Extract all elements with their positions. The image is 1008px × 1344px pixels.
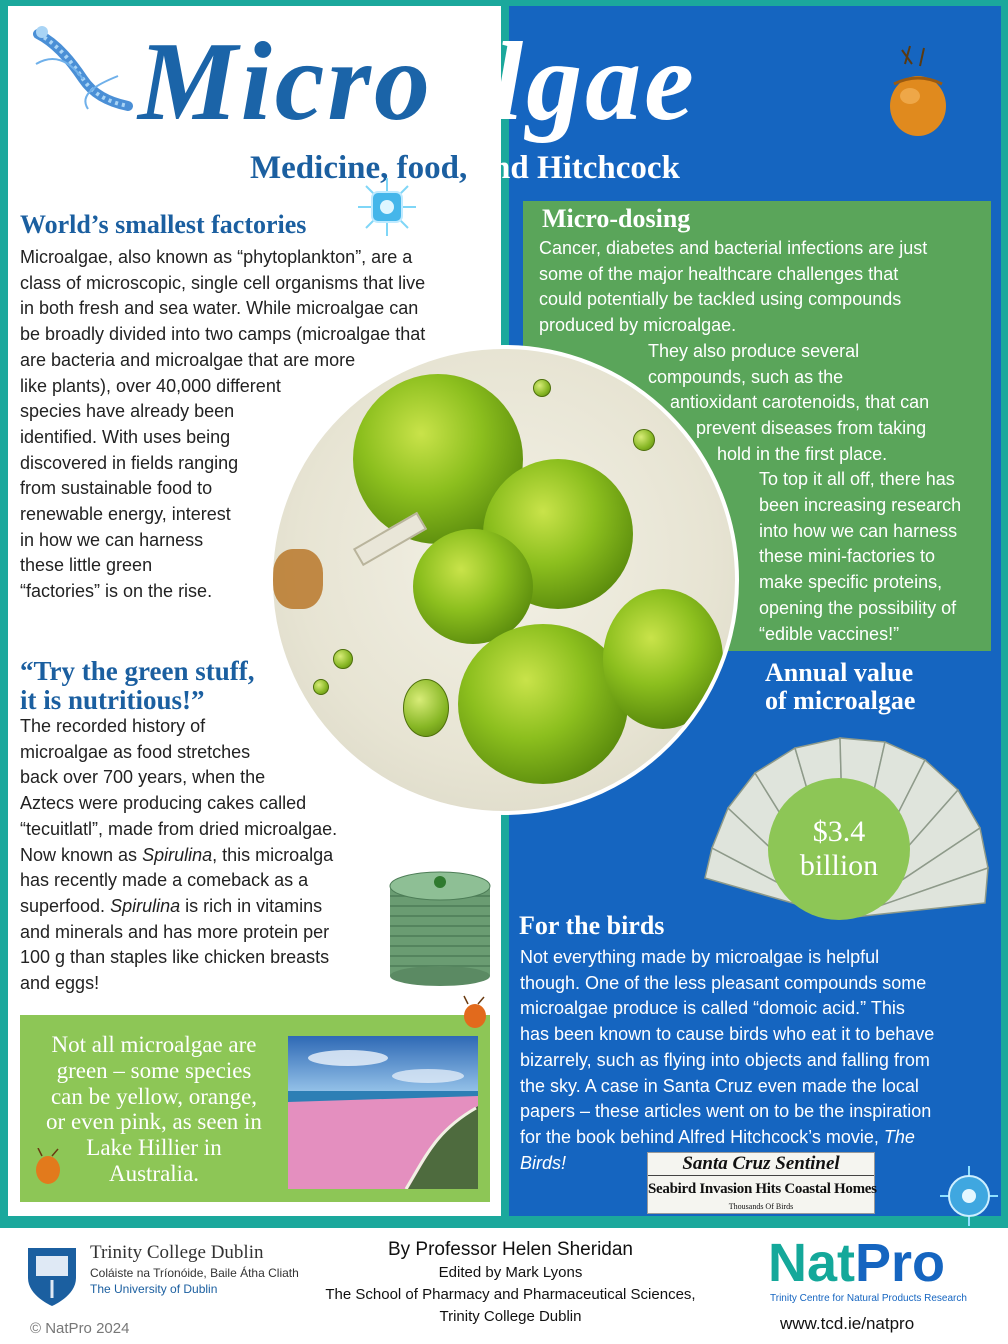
algae-colony — [458, 624, 628, 784]
text-line: prevent diseases from taking — [696, 417, 927, 438]
text-line: and minerals and has more protein per — [20, 921, 330, 942]
text-line: hold in the first place. — [717, 443, 888, 464]
movie-title: Birds! — [520, 1152, 567, 1173]
text-line: Australia. — [108, 1160, 200, 1186]
spirulina-term: Spirulina — [110, 895, 181, 916]
heading-line: of microalgae — [765, 686, 916, 715]
editor-text: Edited by Mark Lyons — [438, 1264, 583, 1281]
text-line: “tecuitlatl”, made from dried microalgae. — [20, 818, 338, 839]
newspaper-headline: Seabird Invasion Hits Coastal Homes — [648, 1181, 877, 1197]
text-line: in how we can harness — [20, 529, 204, 550]
value-badge — [768, 778, 910, 920]
text-line: back over 700 years, when the — [20, 767, 266, 788]
diatom-icon — [356, 176, 418, 238]
heading-birds: For the birds — [519, 911, 665, 940]
text-line: can be yellow, orange, — [50, 1083, 258, 1109]
text-line: produced by microalgae. — [539, 315, 737, 336]
text-line: these mini-factories to — [759, 546, 936, 567]
text-line: opening the possibility of — [759, 597, 957, 618]
value-unit: billion — [799, 849, 879, 882]
tcd-crest-icon — [24, 1244, 80, 1310]
text-line — [20, 843, 337, 869]
text-segment: , this microalga — [212, 844, 334, 865]
text-line: though. One of the less pleasant compounds some — [520, 972, 927, 993]
text-line: some of the major healthcare challenges that — [539, 263, 899, 284]
copyright-text: © NatPro 2024 — [30, 1320, 130, 1337]
algae-cell — [313, 679, 329, 695]
lake-hillier-image — [288, 1036, 478, 1189]
natpro-website-link[interactable]: www.tcd.ie/natpro — [780, 1314, 915, 1333]
heading-factories: World’s smallest factories — [20, 210, 307, 239]
value-amount: $3.4 — [812, 815, 866, 848]
natpro-logo-part: Nat — [768, 1233, 856, 1293]
debris-shape — [273, 549, 323, 609]
title-part-blue: Micro — [138, 20, 433, 144]
blue-cell-icon — [936, 1164, 1002, 1228]
text-line: microalgae produce is called “domoic acid.” This — [520, 998, 905, 1019]
text-line: compounds, such as the — [648, 366, 844, 387]
text-line: Aztecs were producing cakes called — [20, 793, 307, 814]
text-line: has recently made a comeback as a — [20, 870, 309, 891]
heading-line: Annual value — [765, 658, 914, 687]
text-line: or even pink, as seen in — [46, 1109, 262, 1135]
heading-annual-value — [765, 659, 915, 715]
text-line: bizarrely, such as flying into objects and falling from — [520, 1049, 930, 1070]
text-line: from sustainable food to — [20, 478, 213, 499]
newspaper-clipping — [647, 1152, 875, 1214]
natpro-tagline: Trinity Centre for Natural Products Research — [770, 1293, 967, 1304]
author-text: By Professor Helen Sheridan — [387, 1239, 633, 1260]
text-segment: is rich in vitamins — [180, 895, 323, 916]
spirulina-cakes-image — [384, 862, 496, 986]
plankton-icon — [28, 14, 138, 124]
text-line: “factories” is on the rise. — [20, 581, 213, 602]
text-line: Not everything made by microalgae is helpful — [520, 947, 880, 967]
spirulina-term: Spirulina — [142, 844, 213, 865]
algae-cell — [633, 429, 655, 451]
credits — [258, 1238, 763, 1328]
text-line: be broadly divided into two camps (microalgae that — [20, 324, 426, 345]
text-line: Cancer, diabetes and bacterial infections are just — [539, 238, 928, 258]
text-line: The recorded history of — [20, 716, 206, 736]
college-text: Trinity College Dublin — [439, 1308, 582, 1325]
algae-cell — [403, 679, 449, 737]
text-line: Not all microalgae are — [51, 1032, 257, 1057]
algae-cell — [333, 649, 353, 669]
text-line: 100 g than staples like chicken breasts — [20, 947, 330, 968]
text-line: renewable energy, interest — [20, 504, 231, 525]
school-text: The School of Pharmacy and Pharmaceutical Sciences, — [325, 1286, 696, 1303]
text-line: They also produce several — [648, 340, 860, 361]
text-line: species have already been — [20, 401, 235, 422]
text-line — [520, 1125, 934, 1151]
text-line: been increasing research — [759, 495, 962, 516]
heading-nutritious — [20, 657, 254, 715]
natpro-logo-part: Pro — [855, 1233, 946, 1293]
dinoflagellate-icon — [880, 44, 960, 144]
text-line: could potentially be tackled using compounds — [539, 289, 902, 310]
tcd-university: The University of Dublin — [90, 1282, 218, 1296]
text-line: Lake Hillier in — [86, 1135, 222, 1161]
text-segment: superfood. — [20, 895, 111, 916]
newspaper-name: Santa Cruz Sentinel — [648, 1153, 874, 1176]
text-line: make specific proteins, — [759, 572, 943, 593]
tcd-irish-name: Coláiste na Tríonóide, Baile Átha Cliath — [90, 1266, 299, 1280]
natpro-logo — [768, 1232, 945, 1294]
text-line: and eggs! — [20, 973, 100, 994]
text-line: discovered in fields ranging — [20, 452, 239, 473]
microscope-image — [269, 345, 739, 815]
text-line: are bacteria and microalgae that are more — [20, 349, 356, 370]
text-line: class of microscopic, single cell organisms that live — [20, 272, 426, 293]
orange-cell-icon — [30, 1148, 66, 1188]
poster-subtitle — [250, 150, 680, 187]
heading-line: it is nutritious!” — [20, 685, 205, 715]
text-line: To top it all off, there has — [759, 469, 955, 490]
newspaper-subhead: Thousands Of Birds — [728, 1202, 794, 1211]
tcd-name: Trinity College Dublin — [90, 1242, 264, 1263]
text-line: antioxidant carotenoids, that can — [670, 392, 930, 413]
subtitle-part-white: and Hitchcock — [475, 150, 680, 186]
text-segment: for the book behind Alfred Hitchcock’s movie, — [520, 1126, 884, 1147]
text-line: these little green — [20, 555, 153, 576]
text-line — [20, 894, 337, 920]
poster-title — [138, 22, 697, 142]
text-line: “edible vaccines!” — [759, 623, 900, 644]
orange-cell-icon — [458, 994, 492, 1032]
text-segment: Now known as — [20, 844, 143, 865]
nutritious-text — [20, 714, 337, 997]
text-line: green – some species — [56, 1057, 252, 1083]
algae-colony — [603, 589, 723, 729]
algae-colony — [413, 529, 533, 644]
text-line: the sky. A case in Santa Cruz even made the local — [520, 1075, 919, 1096]
algae-cell — [533, 379, 551, 397]
text-line: microalgae as food stretches — [20, 741, 251, 762]
text-line: identified. With uses being — [20, 426, 231, 447]
heading-microdosing: Micro-dosing — [542, 204, 691, 233]
text-line: like plants), over 40,000 different — [20, 375, 281, 396]
text-line: into how we can harness — [759, 520, 958, 541]
heading-line: “Try the green stuff, — [20, 656, 255, 686]
text-line: in both fresh and sea water. While microalgae can — [20, 298, 419, 319]
text-line: Microalgae, also known as “phytoplankton”, are a — [20, 247, 413, 267]
movie-title: The — [883, 1126, 915, 1147]
birds-text — [520, 945, 934, 1176]
text-line: has been known to cause birds who eat it to behave — [520, 1024, 935, 1045]
title-part-white: algae — [433, 20, 697, 144]
subtitle-part-blue: Medicine, food, — [250, 150, 476, 186]
text-line: papers – these articles went on to be the inspiration — [520, 1101, 932, 1122]
